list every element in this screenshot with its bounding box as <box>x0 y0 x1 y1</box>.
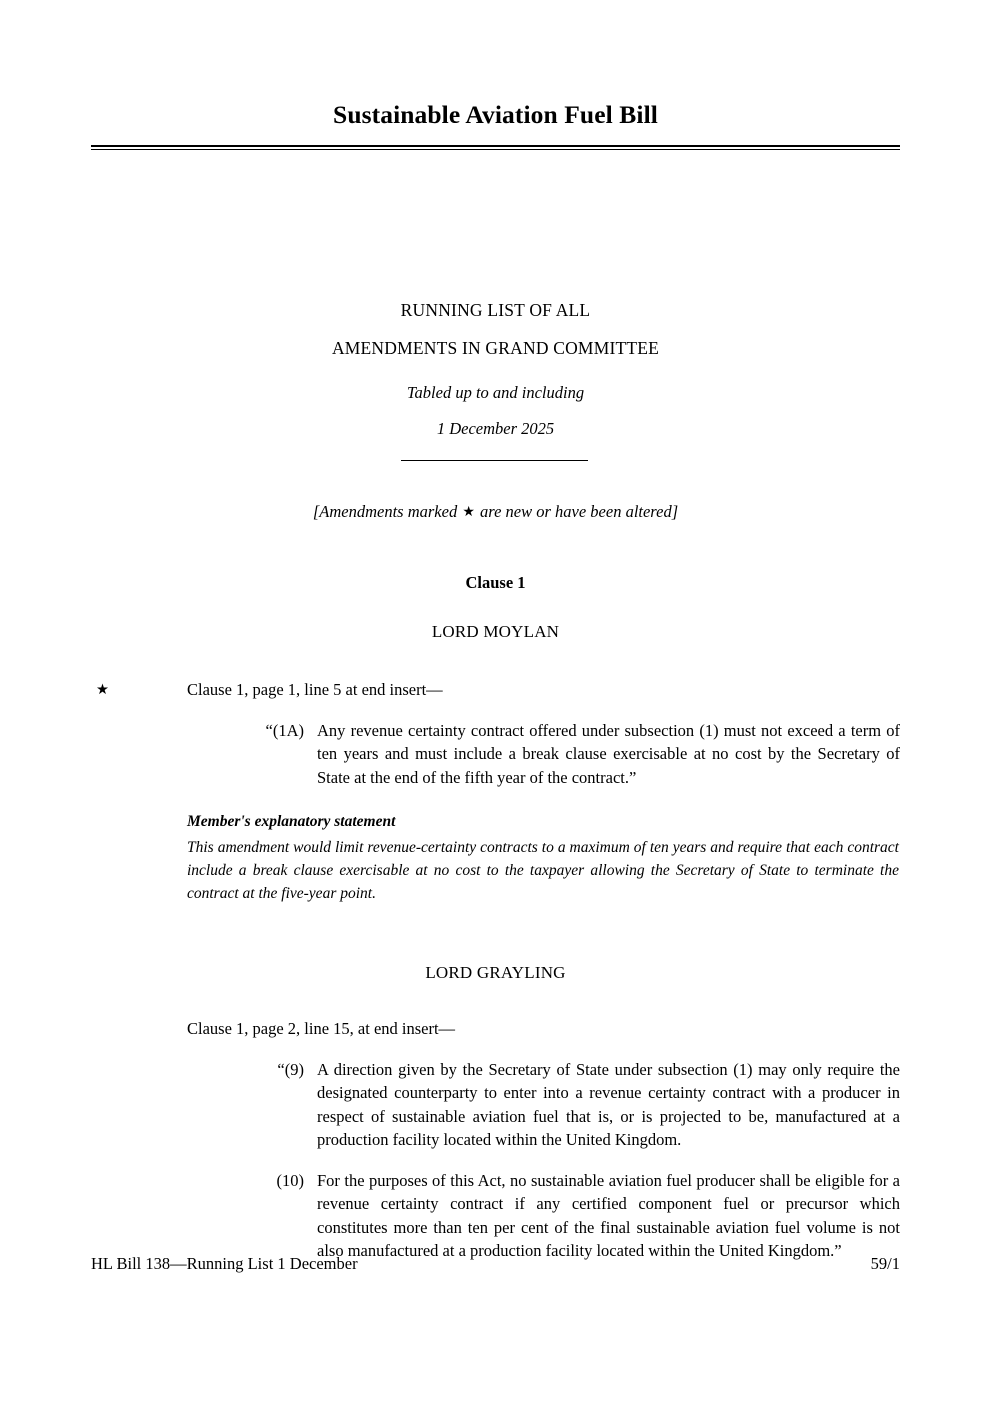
amendment-2-intro: Clause 1, page 2, line 15, at end insert— <box>187 1018 456 1038</box>
footer-bill-reference: HL Bill 138—Running List 1 December <box>91 1254 358 1273</box>
amendments-body <box>91 575 900 1262</box>
star-icon: ★ <box>462 505 475 520</box>
masthead-line-1: RUNNING LIST OF ALL <box>400 300 591 320</box>
subsection-number: (10) <box>276 1170 304 1190</box>
marked-note-prefix: [Amendments marked <box>312 502 462 521</box>
new-amendment-star-icon: ★ <box>96 681 109 698</box>
footer-page-number: 59/1 <box>870 1254 900 1273</box>
subsection-item <box>91 1058 900 1152</box>
page-title: Sustainable Aviation Fuel Bill <box>333 100 658 129</box>
amendment-1-intro: Clause 1, page 1, line 5 at end insert— <box>187 679 443 699</box>
masthead <box>91 302 900 437</box>
amendment-2-subsections <box>91 1058 900 1262</box>
clause-heading: Clause 1 <box>465 573 526 592</box>
rule-thin <box>91 149 900 150</box>
tabled-label: Tabled up to and including <box>406 383 585 402</box>
amendment-block-2 <box>91 1018 900 1263</box>
subsection-text: Any revenue certainty contract offered under subsection (1) must not exceed a term of ten years and must include a break clause exercisable at no cost by the Secretary of State at the end of the fifth year of the contract.” <box>317 721 900 787</box>
subsection-item <box>91 719 900 789</box>
masthead-line-2: AMENDMENTS IN GRAND COMMITTEE <box>331 337 660 358</box>
explanatory-body: This amendment would limit revenue-certainty contracts to a maximum of ten years and require that each contract include a break clause exercisable at no cost to the taxpayer allowing the Secretary of State to terminate the contract at the five-year point. <box>187 838 899 903</box>
subsection-number: “(9) <box>277 1060 304 1080</box>
subsection-number: “(1A) <box>265 721 304 740</box>
amendment-1-subsections <box>91 719 900 789</box>
member-name-moylan: LORD MOYLAN <box>431 621 560 641</box>
explanatory-heading: Member's explanatory statement <box>187 813 396 831</box>
member-name-grayling: LORD GRAYLING <box>425 962 566 982</box>
tabled-date: 1 December 2025 <box>436 418 555 438</box>
subsection-item <box>91 1169 900 1263</box>
explanatory-statement <box>187 814 899 905</box>
title-block <box>91 100 900 150</box>
marked-note-suffix: are new or have been altered] <box>475 502 679 521</box>
page-footer <box>91 1254 900 1274</box>
section-divider-rule <box>401 460 588 461</box>
marked-amendments-note <box>91 502 900 522</box>
title-double-rule <box>91 145 900 150</box>
amendment-block-1 <box>91 679 900 906</box>
subsection-text: A direction given by the Secretary of State under subsection (1) may only require the designated counterparty to enter into a revenue certainty contract with a producer in respect of sustainable aviation fuel that is, or is projected to be, manufactured at a production facility located within the United Kingdom. <box>317 1060 900 1150</box>
subsection-text: For the purposes of this Act, no sustainable aviation fuel producer shall be eligible for a revenue certainty contract if any certified component fuel or precursor which constitutes more than ten per cent of the final sustainable aviation fuel volume is not also manufactured at a production facility located within the United Kingdom.” <box>317 1170 900 1260</box>
